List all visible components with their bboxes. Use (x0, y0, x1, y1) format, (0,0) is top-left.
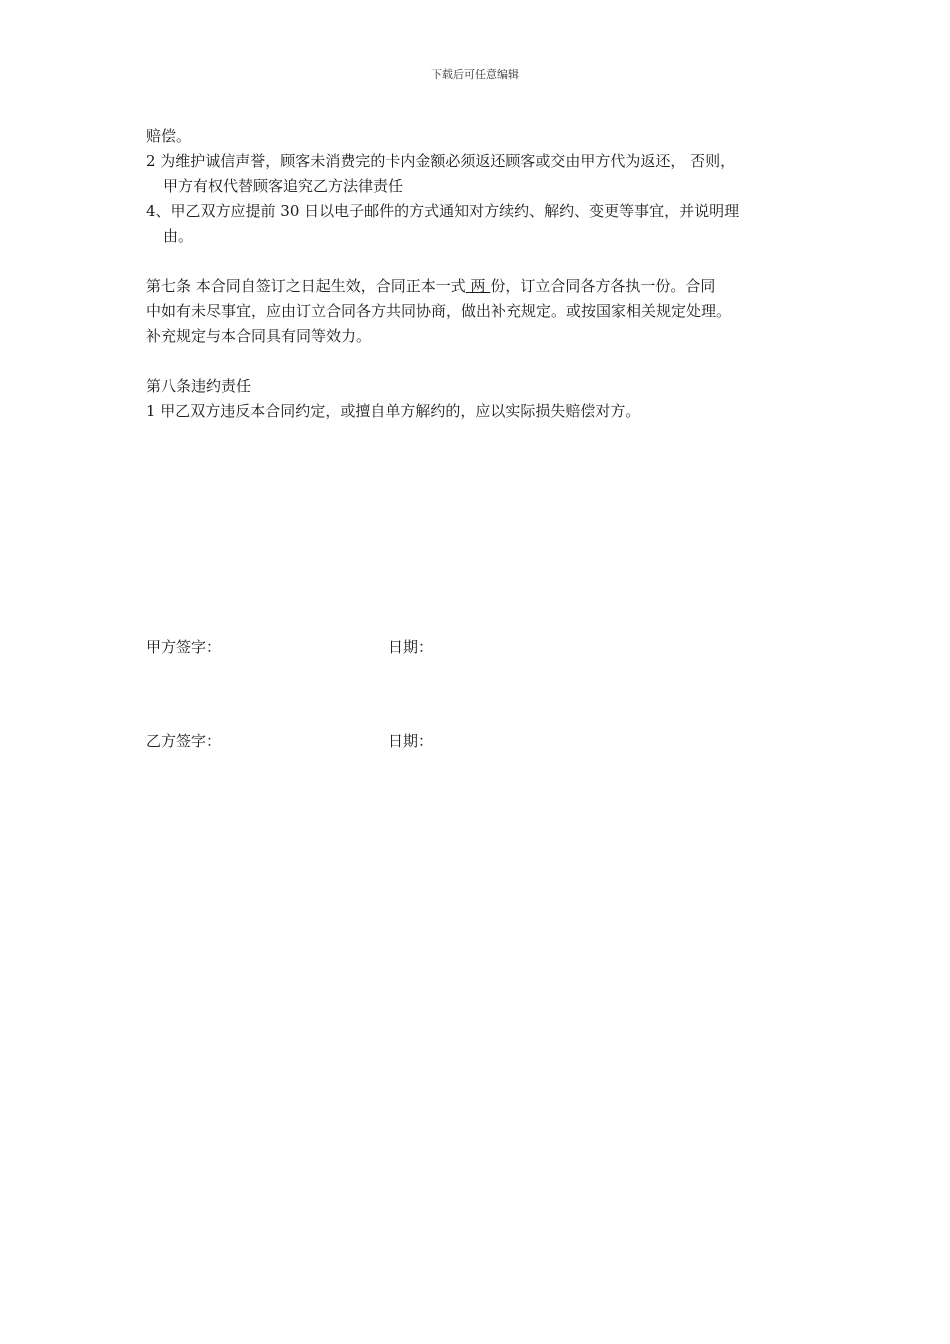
article-7-text-end: 份，订立合同各方各执一份。合同 (490, 277, 716, 295)
article-7-line-3: 补充规定与本合同具有同等效力。 (146, 327, 372, 345)
party-a-date-label: 日期： (388, 638, 434, 656)
clause-4-line: 4、甲乙双方应提前 30 日以电子邮件的方式通知对方续约、解约、变更等事宜，并说明理 (146, 202, 740, 220)
page-header: 下载后可任意编辑 (431, 68, 519, 81)
clause-2-line: 2 为维护诚信声誉，顾客未消费完的卡内金额必须返还顾客或交由甲方代为返还， 否则， (146, 152, 736, 170)
party-b-signature-label: 乙方签字： (146, 732, 222, 750)
clause-2-continuation: 甲方有权代替顾客追究乙方法律责任 (163, 177, 404, 195)
paragraph-gap (146, 349, 810, 374)
paragraph-gap (146, 249, 810, 274)
party-a-signature-label: 甲方签字： (146, 638, 222, 656)
article-8-clause-1: 1 甲乙双方违反本合同约定，或擅自单方解约的，应以实际损失赔偿对方。 (146, 402, 641, 420)
article-7-line-2: 中如有未尽事宜，应由订立合同各方共同协商，做出补充规定。或按国家相关规定处理。 (146, 302, 732, 320)
party-b-date-label: 日期： (388, 732, 434, 750)
contract-body (146, 124, 810, 424)
article-7-text-start: 第七条 本合同自签订之日起生效，合同正本一式 (146, 277, 466, 295)
paragraph-line: 赔偿。 (146, 127, 192, 145)
article-7-line (146, 274, 810, 299)
copies-count-underlined: 两 (465, 277, 491, 295)
clause-4-continuation: 由。 (163, 227, 194, 245)
article-8-heading: 第八条违约责任 (146, 377, 252, 395)
